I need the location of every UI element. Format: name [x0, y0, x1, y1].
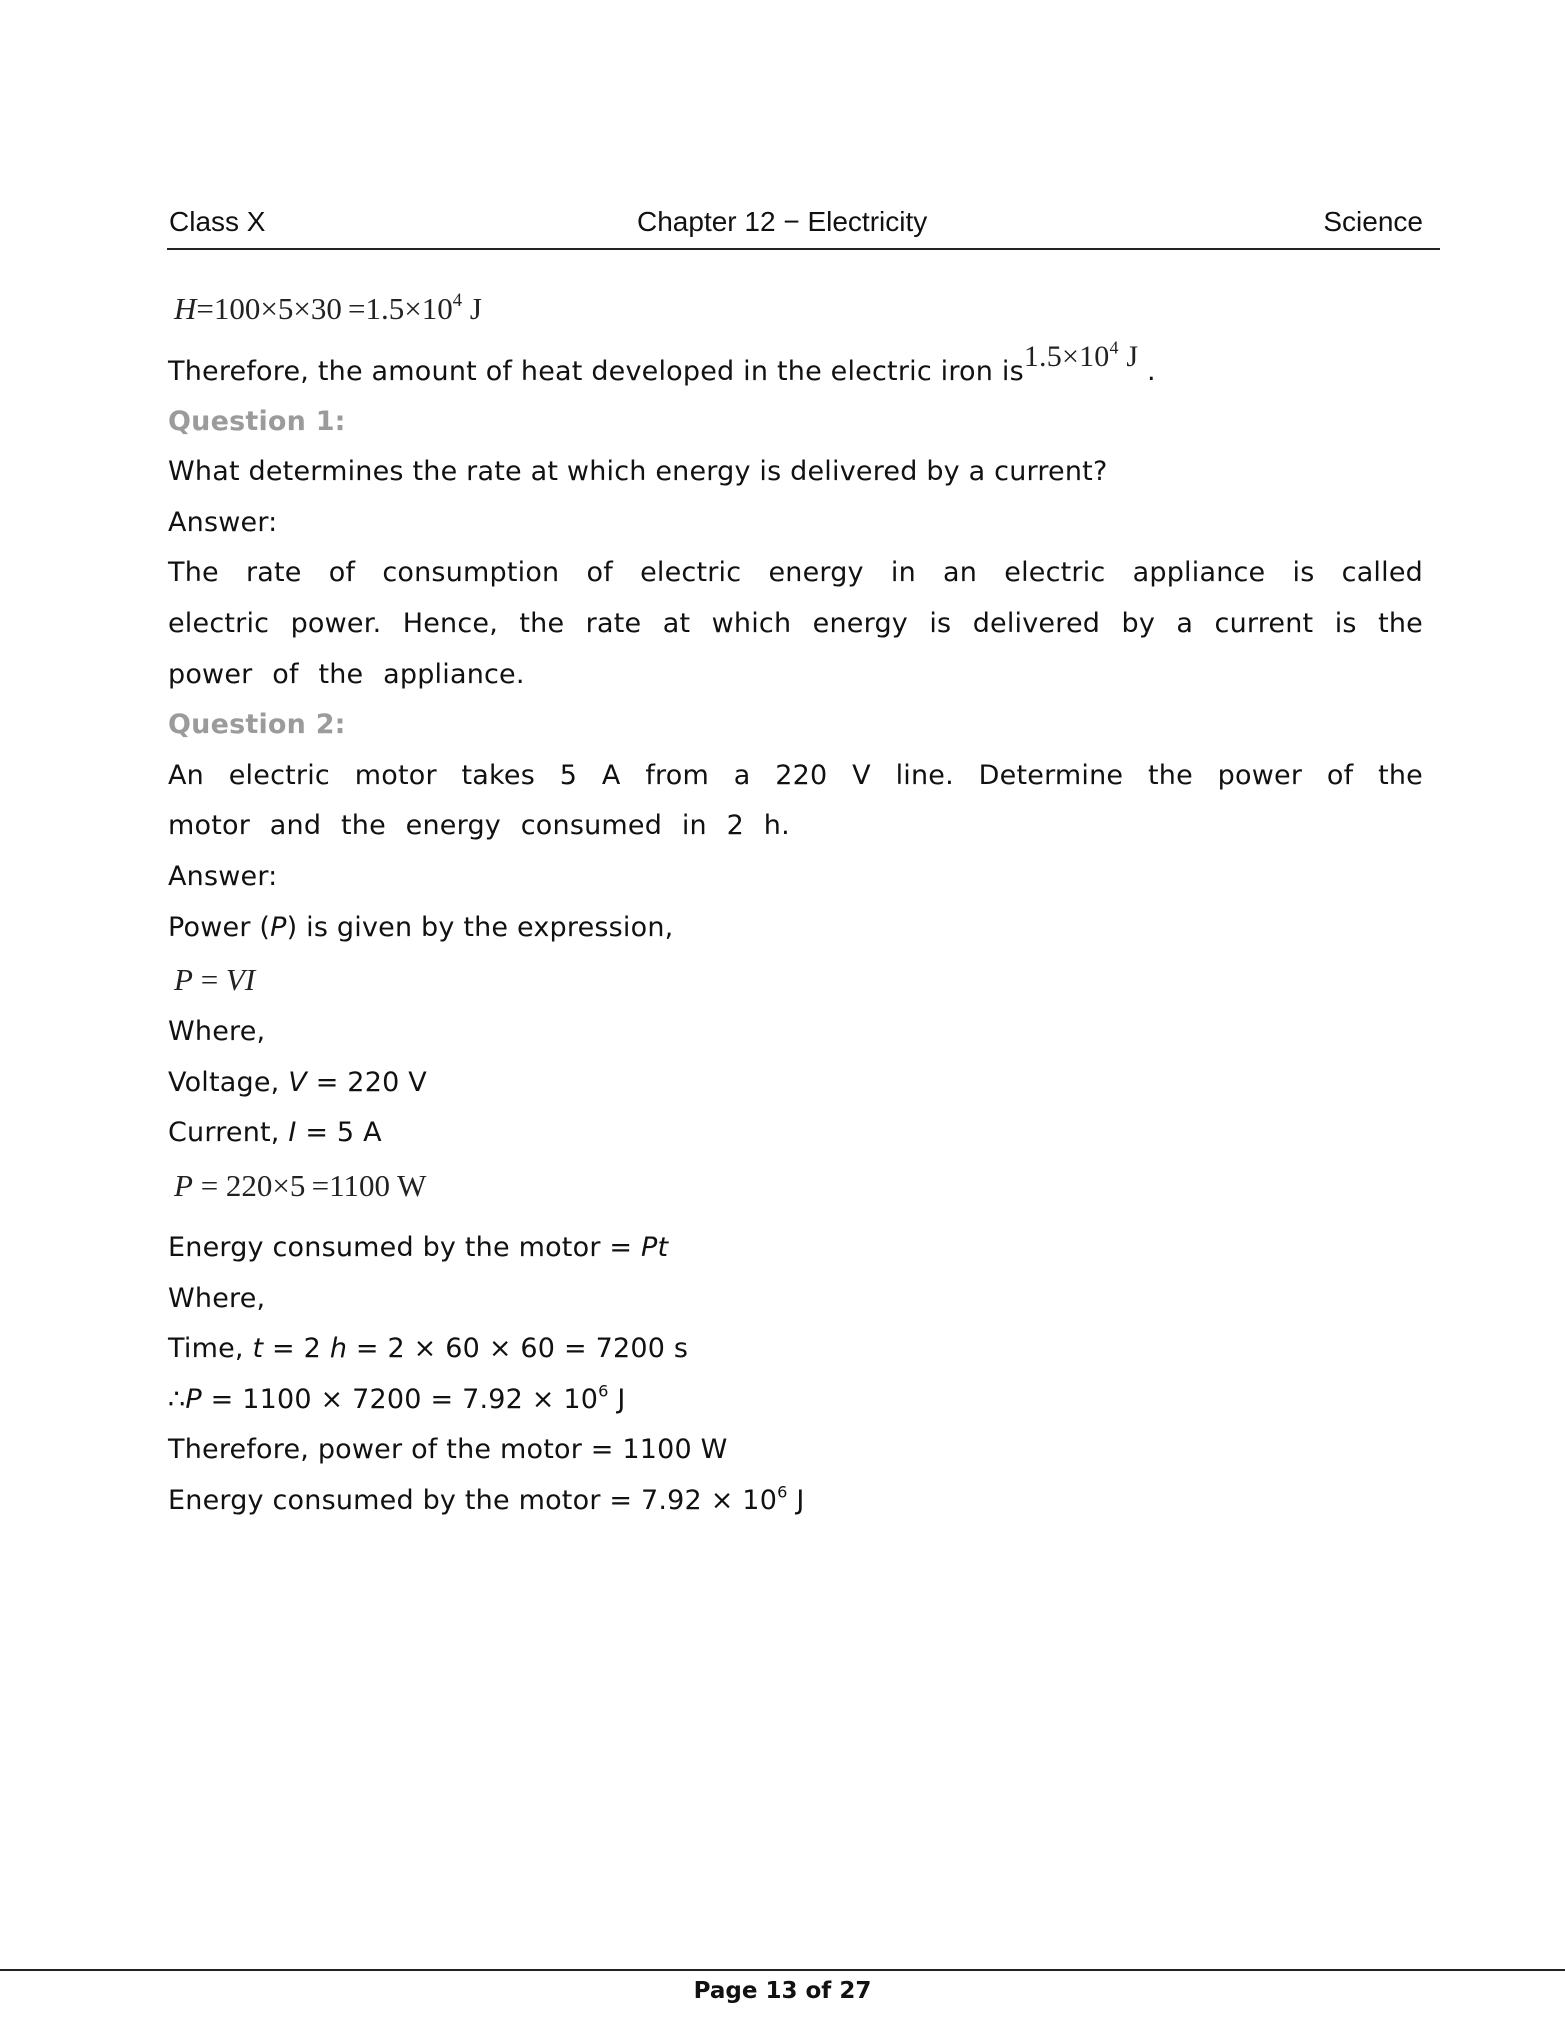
- answer-1-label: Answer:: [168, 506, 278, 538]
- where-label-2: Where,: [168, 1282, 266, 1314]
- question-2-heading: Question 2:: [168, 709, 346, 741]
- question-2-text: An electric motor takes 5 A from a 220 V line. Determine the power of the motor and the energy consumed in 2 h.: [168, 759, 1423, 842]
- power-intro: Power (P) is given by the expression,: [168, 911, 674, 943]
- chapter-title: Chapter 12 − Electricity: [637, 206, 928, 237]
- heat-equation: $H=100\times 5\times 30 =1.5\times 10^4$ J: [174, 289, 482, 326]
- power-result: Therefore, power of the motor = 1100 W: [168, 1434, 728, 1466]
- where-label-1: Where,: [168, 1016, 266, 1048]
- answer-2-label: Answer:: [168, 860, 278, 892]
- heat-value: $1.5\times 10^4$ J: [1023, 337, 1139, 373]
- power-formula: P = VI: [174, 962, 256, 998]
- page-header: [167, 200, 1440, 250]
- time-line: Time, t = 2 h = 2 × 60 × 60 = 7200 s: [168, 1333, 689, 1365]
- voltage-line: Voltage, V = 220 V: [168, 1066, 427, 1098]
- footer-divider: [0, 1969, 1565, 1971]
- heat-conclusion: Therefore, the amount of heat developed in the electric iron $is1.5\times 10^4$ J .: [168, 337, 1156, 387]
- page-content: [168, 282, 1423, 1526]
- energy-result: Energy consumed by the motor = $7.92 \times 10^6$ J: [168, 1482, 805, 1516]
- question-1-heading: Question 1:: [168, 405, 346, 437]
- power-calculation: P = 220×5 =1100 W: [174, 1167, 427, 1203]
- subject-label: Science: [1323, 206, 1423, 237]
- current-line: Current, I = 5 A: [168, 1117, 382, 1149]
- energy-definition: Energy consumed by the motor = Pt: [168, 1231, 669, 1263]
- page-number: Page 13 of 27: [693, 1978, 872, 2004]
- question-1-text: What determines the rate at which energy is delivered by a current?: [168, 456, 1108, 488]
- class-label: Class X: [169, 206, 266, 237]
- answer-1-text: The rate of consumption of electric energy in an electric appliance is called electric power. Hence, the rate at which energy is delivered by a current is the power of the appliance.: [168, 557, 1423, 690]
- energy-calculation: ∴P = $1100 \times 7200 = 7.92 \times 10^6$ J: [168, 1381, 626, 1415]
